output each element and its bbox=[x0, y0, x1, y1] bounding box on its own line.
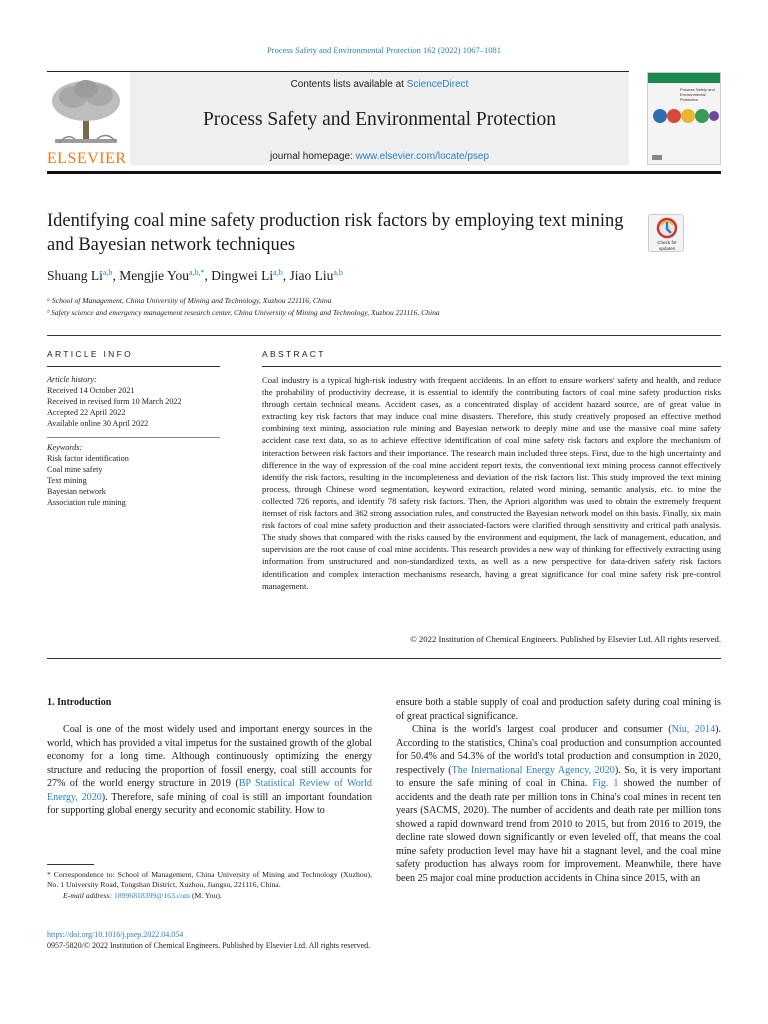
affiliation-b: ᵇ Safety science and emergency management research center, China University of Mining and Technology, Xuzhou 221116, China bbox=[47, 308, 440, 317]
author-list: Shuang Li$^{a,b}$, Mengjie You$^{a,b,*}$, Dingwei Li$^{a,b}$, Jiao Liu$^{a,b}$ bbox=[47, 268, 343, 283]
citation-link[interactable]: BP Statistical Review of World Energy, 2020 bbox=[47, 778, 372, 803]
keyword: Text mining bbox=[47, 476, 87, 485]
abstract-heading: ABSTRACT bbox=[262, 349, 326, 359]
abstract-rule bbox=[262, 366, 721, 367]
cover-art bbox=[648, 101, 721, 131]
contents-line bbox=[130, 79, 629, 90]
affiliation-a: ᵃ School of Management, China University of Mining and Technology, Xuzhou 221116, China bbox=[47, 296, 332, 305]
keywords-list bbox=[47, 442, 220, 508]
keyword: Coal mine safety bbox=[47, 465, 103, 474]
homepage-link[interactable]: www.elsevier.com/locate/psep bbox=[355, 151, 490, 162]
section-divider bbox=[47, 335, 721, 336]
footnote-rule bbox=[47, 864, 94, 865]
keyword: Risk factor identification bbox=[47, 454, 129, 463]
introduction-heading: 1. Introduction bbox=[47, 697, 112, 708]
article-title: Identifying coal mine safety production risk factors by employing text mining and Bayesian network techniques bbox=[47, 211, 624, 255]
author-name[interactable]: Jiao Liu bbox=[289, 268, 334, 283]
intro-paragraph-left bbox=[47, 723, 372, 818]
doi-link[interactable]: https://doi.org/10.1016/j.psep.2022.04.054 bbox=[47, 930, 184, 939]
cover-band bbox=[648, 73, 720, 83]
section-divider bbox=[47, 658, 721, 659]
history-accepted: Accepted 22 April 2022 bbox=[47, 408, 126, 417]
keywords-rule bbox=[47, 437, 220, 438]
correspondence-footnote bbox=[47, 870, 372, 901]
intro-column-right bbox=[396, 696, 721, 885]
paragraph-text: China is the world's largest coal producer and consumer ( bbox=[412, 724, 672, 735]
check-updates-label: Check for updates bbox=[657, 240, 677, 251]
journal-reference[interactable]: Process Safety and Environmental Protection 162 (2022) 1067–1081 bbox=[267, 45, 501, 55]
email-suffix: (M. You). bbox=[190, 890, 222, 900]
article-history bbox=[47, 374, 220, 429]
cover-footer-mark bbox=[652, 155, 662, 160]
paragraph-continuation: ensure both a stable supply of coal and production safety during coal mining is of great practical significance. bbox=[396, 697, 721, 722]
author-affiliation-marker[interactable]: a,b bbox=[273, 268, 283, 277]
paragraph-text: ). According to the statistics, China's coal production and consumption accounted for 50.4% and 54.3% of the world's total production and consumption in 2020, respectively ( bbox=[396, 724, 722, 776]
figure-link[interactable]: Fig. 1 bbox=[592, 778, 619, 789]
paragraph-text: ). Therefore, safe mining of coal is still an important foundation for supporting global energy security and economic stability. How to bbox=[47, 791, 372, 816]
keyword: Bayesian network bbox=[47, 487, 106, 496]
author-affiliation-marker[interactable]: a,b,* bbox=[188, 268, 205, 277]
intro-paragraph-right bbox=[396, 723, 721, 885]
paragraph-text: ). So, it is very important to ensure the safe mining of coal in China. bbox=[396, 764, 721, 789]
author-name[interactable]: Dingwei Li bbox=[211, 268, 274, 283]
issn-copyright: 0957-5820/© 2022 Institution of Chemical Engineers. Published by Elsevier Ltd. All rights reserved. bbox=[47, 941, 371, 950]
correspondence-text: Correspondence to: School of Management, China University of Mining and Technology (Xuzhou), No. 1 University Road, Tongshan District, Xuzhou, Jiangsu, 221116, China. bbox=[47, 870, 373, 890]
paragraph-text: showed the number of accidents and the death rate per million tons in China's coal mines in recent ten years (SACMS, 2020). The number of accidents and death rate per million tons showed a rapid downward trend from 2010 to 2015, but from 2016 to 2019, the decline rate slowed down significantly or even leveled off, that means the coal mine safety production level may have hit a stagnant level, and the coal mine safety production has always room for improvement. Meanwhile, there have been 25 major coal mine production accidents in China since 2015, with an bbox=[396, 778, 721, 884]
contents-prefix: Contents lists available at bbox=[290, 79, 407, 90]
journal-homepage bbox=[130, 151, 629, 162]
author-name[interactable]: Shuang Li bbox=[47, 268, 103, 283]
citation-link[interactable]: The International Energy Agency, 2020 bbox=[451, 764, 615, 776]
sciencedirect-link[interactable]: ScienceDirect bbox=[406, 79, 469, 90]
footnote-marker: * bbox=[47, 870, 51, 879]
journal-cover-icon[interactable] bbox=[647, 72, 721, 165]
publisher-logo[interactable]: ELSEVIER bbox=[47, 150, 127, 167]
journal-title[interactable]: Process Safety and Environmental Protection bbox=[202, 109, 557, 130]
history-revised: Received in revised form 10 March 2022 bbox=[47, 397, 182, 406]
cover-title: Process Safety and Environmental Protection bbox=[680, 87, 715, 102]
header-bottom-rule bbox=[47, 171, 721, 174]
email-link[interactable]: 18996818399@163.com bbox=[113, 890, 191, 900]
paragraph-text: Coal is one of the most widely used and important energy sources in the world, which has provided a vital impetus for the sustained growth of the global economy for a long time. Although continuously optimizing the energy structure and reducing the proportion of fossil energy, coal still accounts for 27% of the world energy structure in 2019 ( bbox=[47, 724, 372, 789]
abstract-copyright: © 2022 Institution of Chemical Engineers. Published by Elsevier Ltd. All rights reserved. bbox=[410, 634, 721, 644]
history-online: Available online 30 April 2022 bbox=[47, 419, 149, 428]
keyword: Association rule mining bbox=[47, 498, 126, 507]
keywords-label: Keywords: bbox=[47, 443, 83, 452]
article-info-heading: ARTICLE INFO bbox=[47, 349, 134, 359]
homepage-prefix: journal homepage: bbox=[269, 151, 356, 162]
history-label: Article history: bbox=[47, 375, 97, 384]
tree-logo-icon bbox=[47, 77, 125, 149]
author-affiliation-marker[interactable]: a,b bbox=[333, 268, 343, 277]
author-affiliation-marker[interactable]: a,b bbox=[102, 268, 113, 277]
author-name[interactable]: Mengjie You bbox=[119, 268, 189, 283]
article-info-rule bbox=[47, 366, 220, 367]
history-received: Received 14 October 2021 bbox=[47, 386, 135, 395]
abstract-text: Coal industry is a typical high-risk industry with frequent accidents. In an effort to ensure workers' safety and health, and reduce the probability of productivity decrease, it is essential to identify the contributing factors of coal mine safety production risks through certain technical means. Accident cases, as a concentrated display of accident hazard source, are of great value in extracting key risk factors that may induce coal mine disasters. Therefore, this study creatively proposed an effective method combining text mining, association rule mining and Bayesian network to deeply mine and use the massive coal mine safety accident case text data, so as to achieve effective identification of coal mine safety risk factors and explore the mechanism of interaction between risk factors and their importance. The research main included three steps. First, due to the high uncertainty and difference in the way of expression of the coal mine accident report texts, the conventional text mining process cannot effectively identify the risk factors, resulting in the incompleteness and deviation of the risk factors list. This study improved the text mining process, through Chinese word segmentation, keyword extraction, related word mining, semantic analysis, etc. to mine the collected 726 reports, and identify 78 safety risk factors. Then, the Apriori algorithm was used to obtain the extremely frequent itemset of risk factors and 362 strong association rules, and constructed the Bayesian network model on this basis. Finally, six main risk factors of coal mine safety production and their associated-factors were clarified through sensitivity and critical path analysis. The study shows that compared with the risks caused by the environment and equipment, the lack of management, education, and supervision are the root cause of coal mine accidents. This research provides a new way of thinking for effectively extracting using information from unstructured and non-standardized texts, as well as a new perspective for data-driven safety risk factors identification and complex interaction mechanisms research, having a great significance for coal mine safety risk pre-control management. bbox=[262, 375, 721, 591]
citation-link[interactable]: Niu, 2014 bbox=[671, 724, 716, 735]
check-for-updates-icon[interactable] bbox=[648, 214, 684, 252]
email-label: E-mail address: bbox=[63, 890, 114, 900]
